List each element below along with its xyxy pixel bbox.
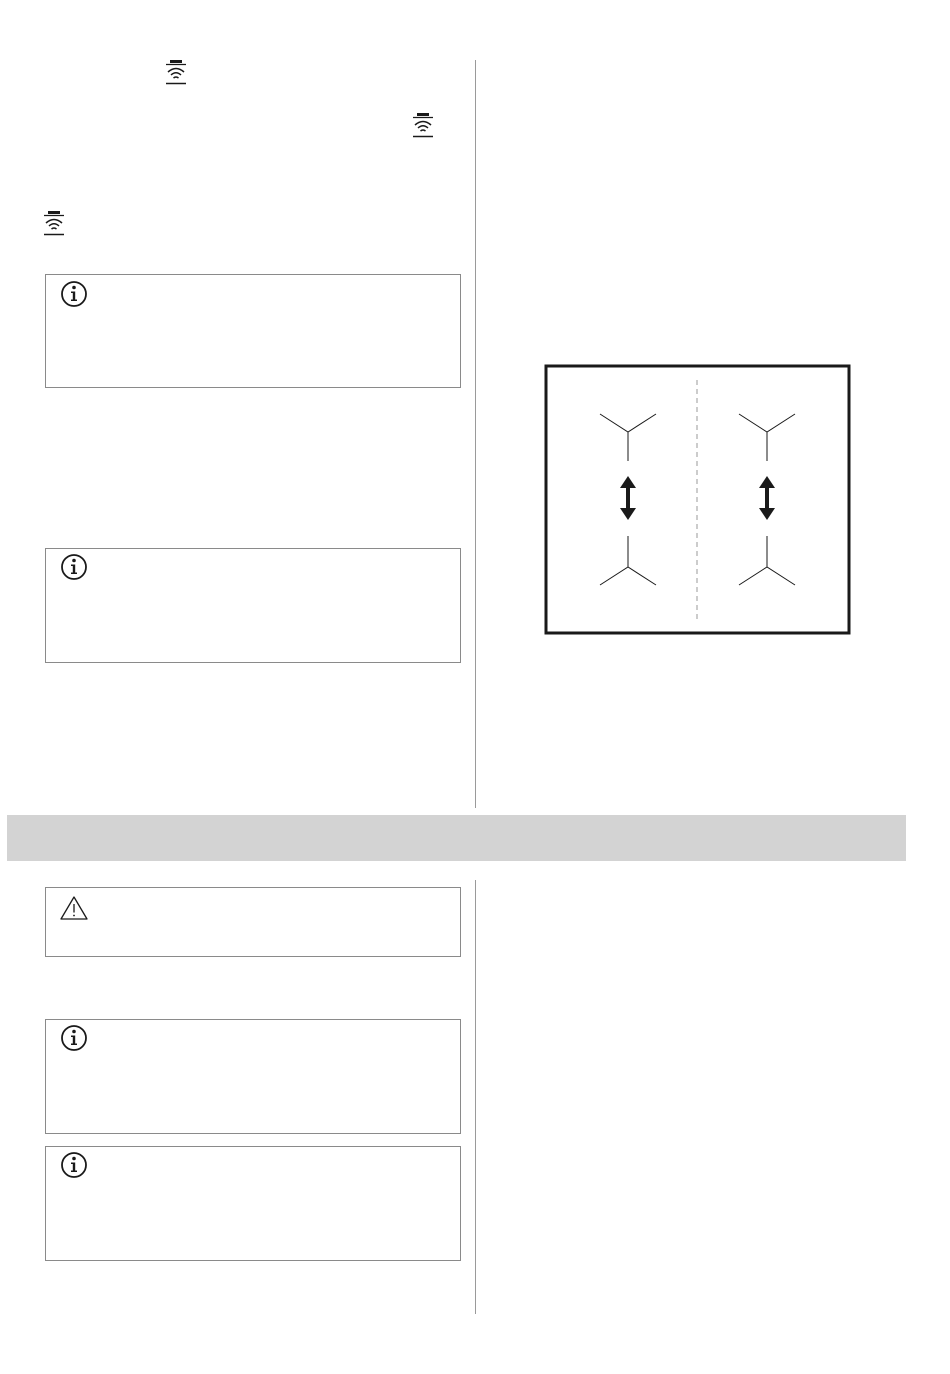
info-note-box	[45, 1146, 461, 1261]
info-icon	[60, 1024, 88, 1052]
cooking-zones-diagram	[544, 364, 852, 636]
hob2hood-icon	[42, 211, 66, 237]
info-icon	[60, 553, 88, 581]
hob2hood-icon	[164, 60, 188, 86]
info-note-box	[45, 548, 461, 663]
column-divider-bottom	[475, 880, 476, 1314]
warning-triangle-icon	[59, 895, 89, 921]
info-icon	[60, 280, 88, 308]
section-heading-band	[7, 815, 906, 861]
info-note-box	[45, 1019, 461, 1134]
info-icon	[60, 1151, 88, 1179]
hob2hood-icon	[411, 113, 435, 139]
column-divider-top	[475, 60, 476, 808]
info-note-box	[45, 274, 461, 388]
warning-note-box	[45, 887, 461, 957]
